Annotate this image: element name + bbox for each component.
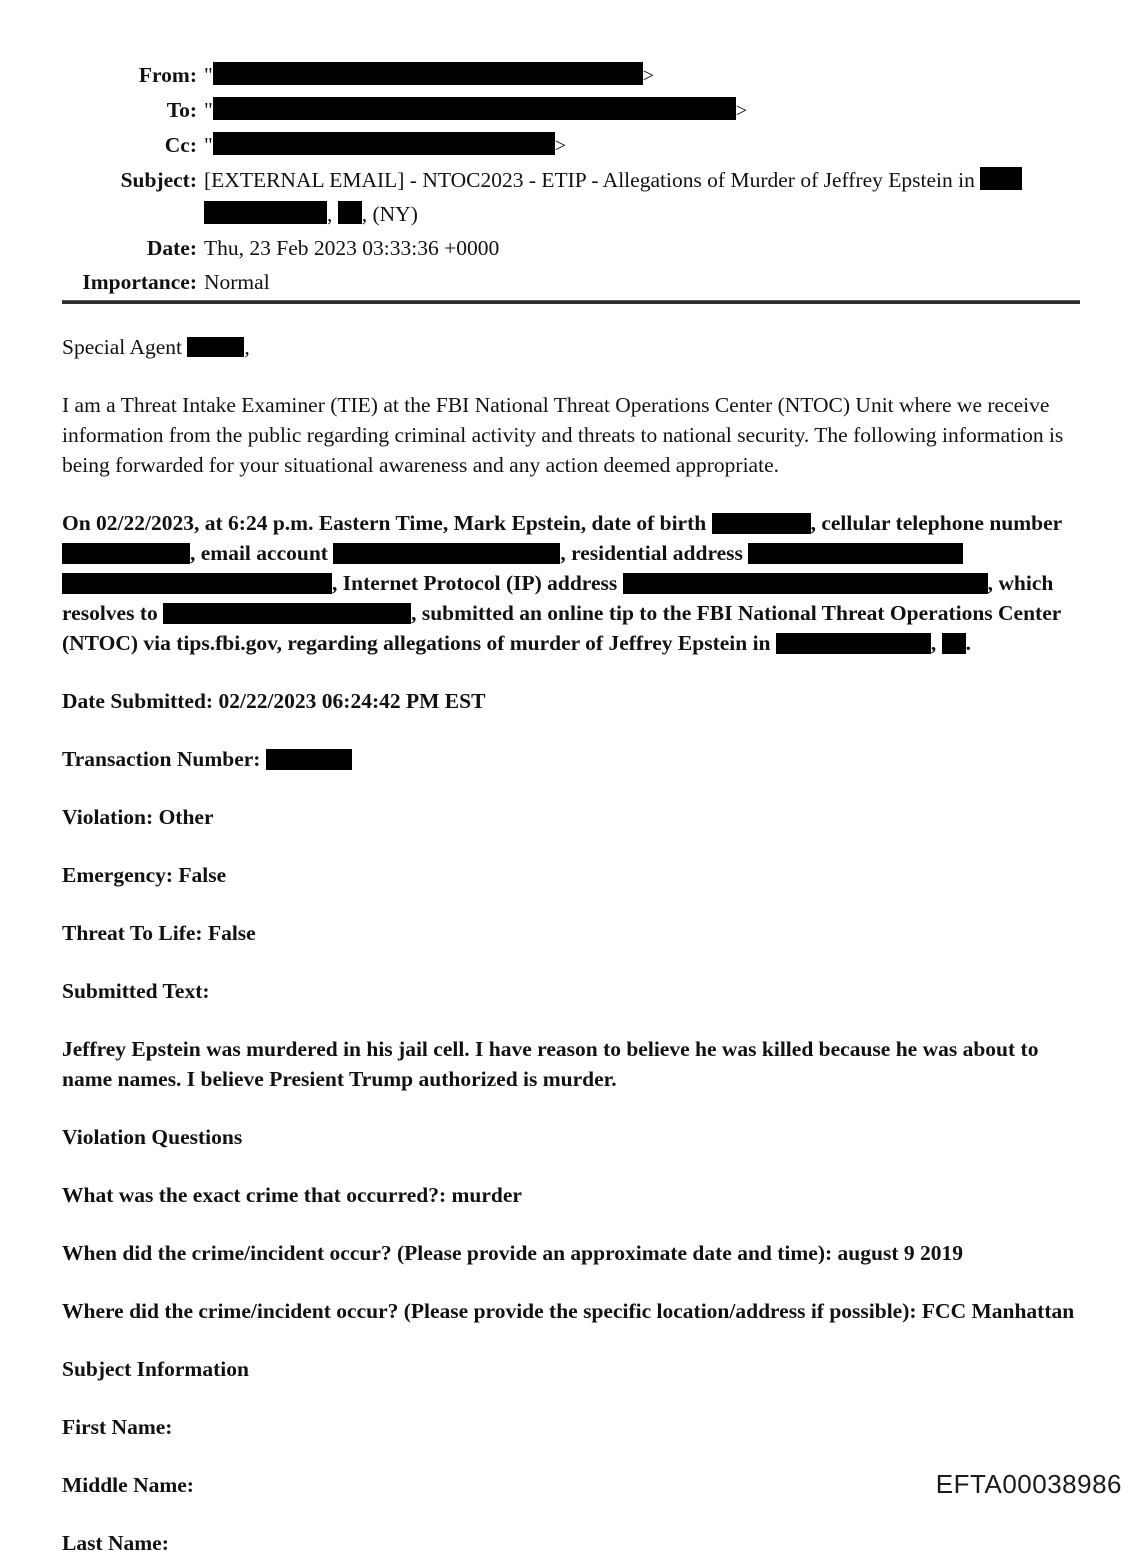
redaction-bar-subject-2: [204, 201, 327, 224]
from-quote: ": [204, 63, 213, 87]
redaction-bar-subject-1: [980, 167, 1022, 190]
redaction-bar-ip-address: [623, 573, 988, 594]
tip-seg-6: , which resolves to: [62, 571, 1054, 625]
field-violation-value: Other: [158, 805, 214, 829]
header-row-from: [0, 58, 1100, 93]
tip-seg-4: , residential address: [560, 541, 743, 565]
redaction-bar-subject-3: [338, 201, 362, 224]
redaction-bar-to: [213, 97, 736, 120]
header-row-subject: [0, 163, 1100, 231]
redaction-bar-date-of-birth: [712, 513, 811, 534]
to-value: [204, 93, 1100, 128]
subject-text: [EXTERNAL EMAIL] - NTOC2023 - ETIP - Allegations of Murder of Jeffrey Epstein in: [204, 168, 975, 192]
date-value: Thu, 23 Feb 2023 03:33:36 +0000: [204, 236, 500, 260]
from-label: From:: [138, 63, 197, 87]
header-row-cc: [0, 128, 1100, 163]
to-angle: >: [735, 100, 748, 122]
field-submitted-text-label: Submitted Text:: [62, 979, 210, 1003]
cc-angle: >: [554, 135, 567, 157]
field-emergency: [62, 860, 1082, 890]
salutation: [62, 332, 1082, 362]
tip-seg-1: On 02/22/2023, at 6:24 p.m. Eastern Time, Mark Epstein, date of birth: [62, 511, 707, 535]
redaction-bar-cc: [213, 132, 555, 155]
submitted-text-value: Jeffrey Epstein was murdered in his jail cell. I have reason to believe he was killed because he was about to name names. I believe Presient Trump authorized is murder.: [62, 1037, 1039, 1091]
redaction-bar-address-2: [62, 573, 332, 594]
field-violation-label: Violation:: [62, 805, 154, 829]
field-emergency-value: False: [178, 863, 227, 887]
redaction-bar-from: [213, 62, 643, 85]
tip-seg-8: ,: [930, 631, 937, 655]
tip-seg-3: , email account: [190, 541, 328, 565]
field-threat-to-life-label: Threat To Life:: [62, 921, 203, 945]
violation-question-2: When did the crime/incident occur? (Please provide an approximate date and time): august 9 2019: [62, 1241, 963, 1265]
violation-questions-heading: Violation Questions: [62, 1125, 243, 1149]
violation-question-1: What was the exact crime that occurred?: murder: [62, 1183, 522, 1207]
subject-value: [204, 163, 1100, 231]
field-emergency-label: Emergency:: [62, 863, 174, 887]
cc-value: [204, 128, 1100, 163]
salutation-comma: ,: [244, 335, 250, 359]
redaction-bar-agent-name: [187, 337, 244, 357]
bates-number: EFTA00038986: [935, 1469, 1122, 1499]
tip-seg-2: , cellular telephone number: [810, 511, 1062, 535]
redaction-bar-state: [942, 633, 966, 654]
redaction-bar-transaction-number: [266, 749, 352, 770]
subject-text-after: , (NY): [361, 202, 418, 226]
field-transaction-number-label: Transaction Number:: [62, 747, 261, 771]
cc-quote: ": [204, 133, 213, 157]
field-date-submitted-value: 02/22/2023 06:24:42 PM EST: [218, 689, 486, 713]
field-threat-to-life-value: False: [207, 921, 256, 945]
date-label: Date:: [146, 236, 197, 260]
email-header: [0, 58, 1100, 299]
from-value: [204, 58, 1100, 93]
field-first-name: First Name:: [62, 1415, 173, 1439]
cc-label: Cc:: [164, 133, 197, 157]
header-row-importance: [0, 265, 1100, 299]
intro-paragraph: I am a Threat Intake Examiner (TIE) at the FBI National Threat Operations Center (NTOC) Unit where we receive information from the public regarding criminal activity and threats to national security. The following information is being forwarded for your situational awareness and any action deemed appropriate.: [62, 393, 1064, 477]
field-middle-name: Middle Name:: [62, 1473, 194, 1497]
importance-label: Importance:: [82, 270, 197, 294]
subject-information-heading: Subject Information: [62, 1357, 249, 1381]
header-row-to: [0, 93, 1100, 128]
from-angle: >: [642, 65, 655, 87]
importance-value: Normal: [204, 270, 270, 294]
tip-seg-9: .: [965, 631, 972, 655]
header-body-divider: [62, 300, 1080, 304]
header-row-date: [0, 231, 1100, 265]
field-threat-to-life: [62, 918, 1082, 948]
subject-label: Subject:: [120, 168, 197, 192]
redaction-bar-email: [333, 543, 560, 564]
redaction-bar-address-1: [748, 543, 963, 564]
to-quote: ": [204, 98, 213, 122]
subject-comma: ,: [327, 202, 333, 226]
tip-seg-5: , Internet Protocol (IP) address: [332, 571, 618, 595]
field-transaction-number: [62, 744, 1082, 774]
to-label: To:: [166, 98, 197, 122]
email-body: [62, 332, 1082, 1558]
redaction-bar-phone: [62, 543, 190, 564]
field-last-name: Last Name:: [62, 1531, 169, 1555]
field-date-submitted: [62, 686, 1082, 716]
redaction-bar-resolved-host: [163, 603, 411, 624]
tip-seg-7: , submitted an online tip to the FBI National Threat Operations Center (NTOC) via tips.fbi.gov, regarding allegations of murder of Jeffrey Epstein in: [62, 601, 1061, 655]
field-date-submitted-label: Date Submitted:: [62, 689, 214, 713]
tip-paragraph: [62, 508, 1082, 658]
violation-question-3: Where did the crime/incident occur? (Please provide the specific location/address if possible): FCC Manhattan: [62, 1299, 1075, 1323]
field-violation: [62, 802, 1082, 832]
salutation-text: Special Agent: [62, 335, 183, 359]
redaction-bar-city: [776, 633, 931, 654]
